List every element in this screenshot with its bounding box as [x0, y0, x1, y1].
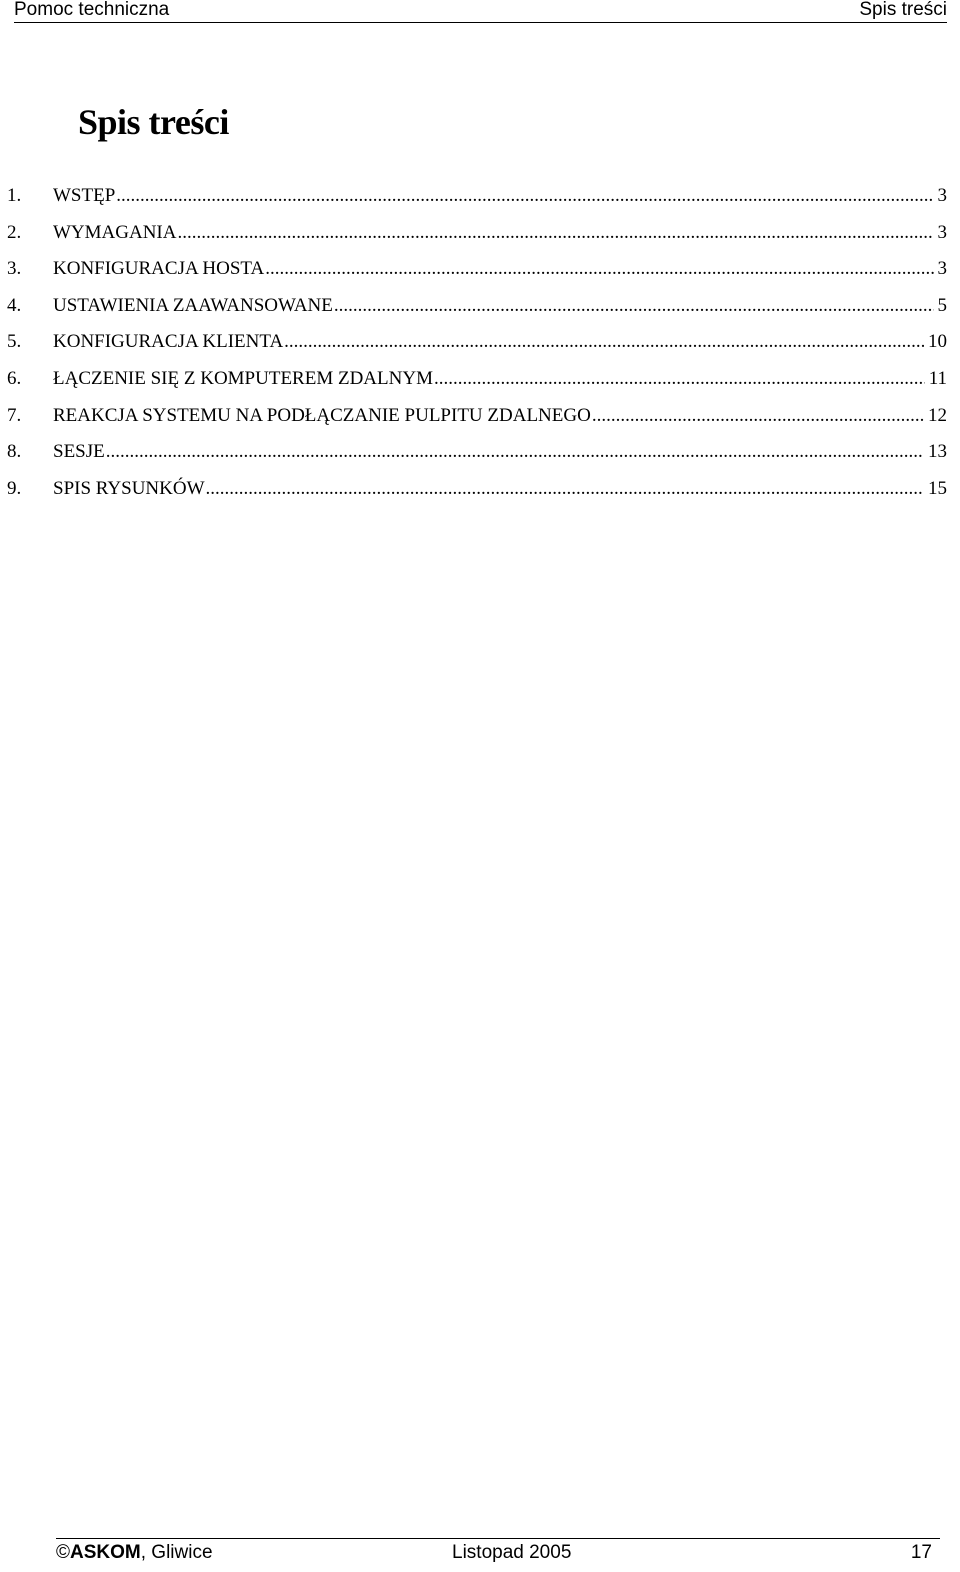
toc-entry-page: 15	[928, 477, 947, 499]
toc-entry-title: WYMAGANIA	[53, 221, 177, 243]
toc-entry[interactable]	[7, 292, 947, 329]
toc-entry-page: 12	[928, 404, 947, 426]
toc-entry-page: 10	[928, 331, 947, 353]
header-left-text: Pomoc techniczna	[14, 0, 170, 20]
toc-leader-dots	[284, 328, 924, 356]
header-right-text: Spis treści	[859, 0, 947, 20]
copyright-symbol: ©	[56, 1542, 70, 1563]
toc-entry-number: 7.	[7, 404, 22, 426]
toc-entry-title: ŁĄCZENIE SIĘ Z KOMPUTEREM ZDALNYM	[53, 367, 433, 389]
toc-entry-title: REAKCJA SYSTEMU NA PODŁĄCZANIE PULPITU ZDALNEGO	[53, 404, 591, 426]
toc-leader-dots	[592, 402, 924, 430]
toc-entry-title: USTAWIENIA ZAAWANSOWANE	[53, 294, 333, 316]
toc-entry-title: SPIS RYSUNKÓW	[53, 477, 205, 499]
table-of-contents	[7, 182, 947, 511]
toc-entry-page: 13	[928, 441, 947, 463]
toc-leader-dots	[106, 438, 924, 466]
toc-entry-page: 3	[937, 221, 947, 243]
toc-entry-number: 5.	[7, 331, 22, 353]
page-title: Spis treści	[78, 102, 229, 142]
toc-entry[interactable]	[7, 402, 947, 439]
toc-entry-title: SESJE	[53, 441, 105, 463]
toc-entry[interactable]	[7, 365, 947, 402]
toc-leader-dots	[434, 365, 925, 393]
toc-entry-number: 3.	[7, 258, 22, 280]
footer-company: ASKOM	[70, 1542, 141, 1563]
toc-entry-title: KONFIGURACJA HOSTA	[53, 258, 265, 280]
toc-entry-number: 2.	[7, 221, 22, 243]
toc-entry-number: 8.	[7, 441, 22, 463]
toc-entry[interactable]	[7, 182, 947, 219]
toc-entry-title: WSTĘP	[53, 185, 116, 206]
toc-entry[interactable]	[7, 255, 947, 292]
toc-entry-title: KONFIGURACJA KLIENTA	[53, 331, 284, 353]
toc-leader-dots	[265, 255, 933, 283]
page-header	[14, 0, 947, 23]
toc-entry-number: 9.	[7, 477, 22, 499]
toc-entry[interactable]	[7, 438, 947, 475]
toc-leader-dots	[177, 219, 933, 247]
toc-entry-number: 6.	[7, 367, 22, 389]
toc-entry-number: 1.	[7, 185, 22, 206]
toc-entry-number: 4.	[7, 294, 22, 316]
toc-entry[interactable]	[7, 219, 947, 256]
toc-entry-page: 3	[937, 258, 947, 280]
page-footer	[56, 1538, 940, 1569]
toc-entry[interactable]	[7, 475, 947, 512]
toc-entry-page: 3	[937, 185, 947, 206]
footer-location: , Gliwice	[140, 1542, 213, 1563]
footer-page-number: 17	[910, 1542, 932, 1563]
toc-entry-page: 11	[928, 367, 947, 389]
toc-leader-dots	[116, 182, 933, 210]
toc-entry[interactable]	[7, 328, 947, 365]
toc-leader-dots	[206, 475, 924, 503]
toc-leader-dots	[334, 292, 934, 320]
footer-copyright	[56, 1539, 213, 1567]
footer-date: Listopad 2005	[452, 1542, 572, 1563]
toc-entry-page: 5	[937, 294, 947, 316]
